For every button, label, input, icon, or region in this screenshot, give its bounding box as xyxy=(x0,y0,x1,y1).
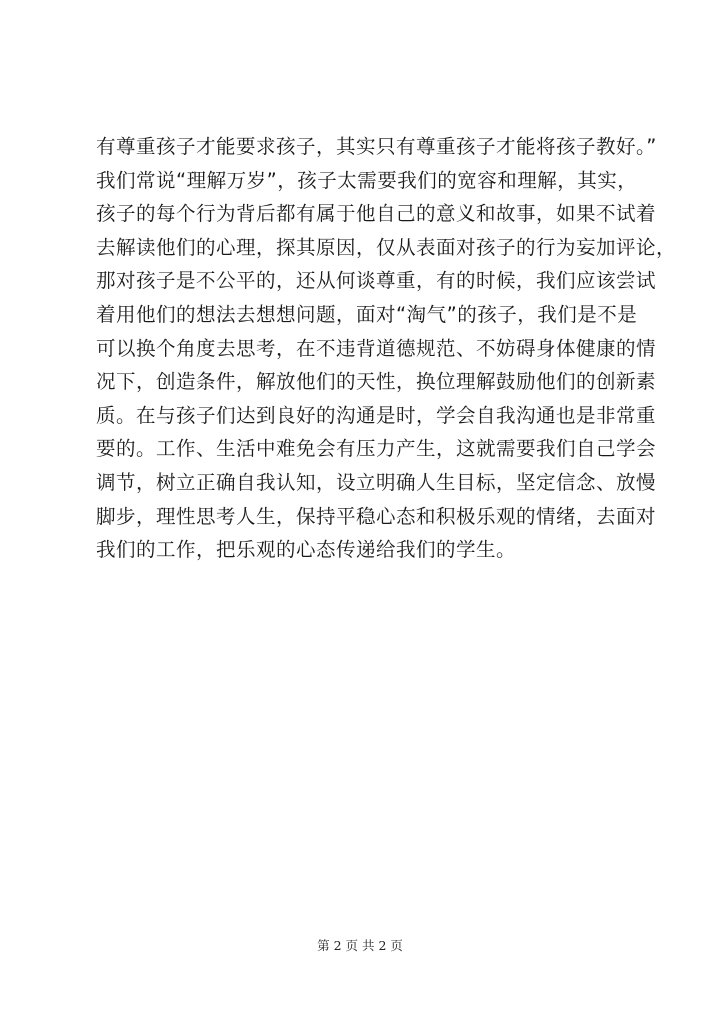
text-line: 那对孩子是不公平的，还从何谈尊重，有的时候，我们应该尝试 xyxy=(96,269,657,293)
text-line: 孩子的每个行为背后都有属于他自己的意义和故事，如果不试着 xyxy=(96,202,657,226)
text-line: 我们的工作，把乐观的心态传递给我们的学生。 xyxy=(96,538,517,562)
text-line: 我们常说“理解万岁”，孩子太需要我们的宽容和理解，其实， xyxy=(96,168,638,192)
text-line: 调节，树立正确自我认知，设立明确人生目标，坚定信念、放慢 xyxy=(96,470,657,494)
text-line: 脚步，理性思考人生，保持平稳心态和积极乐观的情绪，去面对 xyxy=(96,504,657,528)
body-paragraph xyxy=(96,130,677,567)
text-line: 去解读他们的心理，探其原因，仅从表面对孩子的行为妄加评论， xyxy=(96,235,677,259)
text-line: 况下，创造条件，解放他们的天性，换位理解鼓励他们的创新素 xyxy=(96,370,657,394)
text-line: 要的。工作、生活中难免会有压力产生，这就需要我们自己学会 xyxy=(96,437,657,461)
text-line: 质。在与孩子们达到良好的沟通是时，学会自我沟通也是非常重 xyxy=(96,403,657,427)
text-line: 可以换个角度去思考，在不违背道德规范、不妨碍身体健康的情 xyxy=(96,336,657,360)
text-line: 着用他们的想法去想想问题，面对“淘气”的孩子，我们是不是 xyxy=(96,302,638,326)
text-line: 有尊重孩子才能要求孩子，其实只有尊重孩子才能将孩子教好。” xyxy=(96,135,657,158)
page-number-footer: 第 2 页 共 2 页 xyxy=(317,938,403,953)
